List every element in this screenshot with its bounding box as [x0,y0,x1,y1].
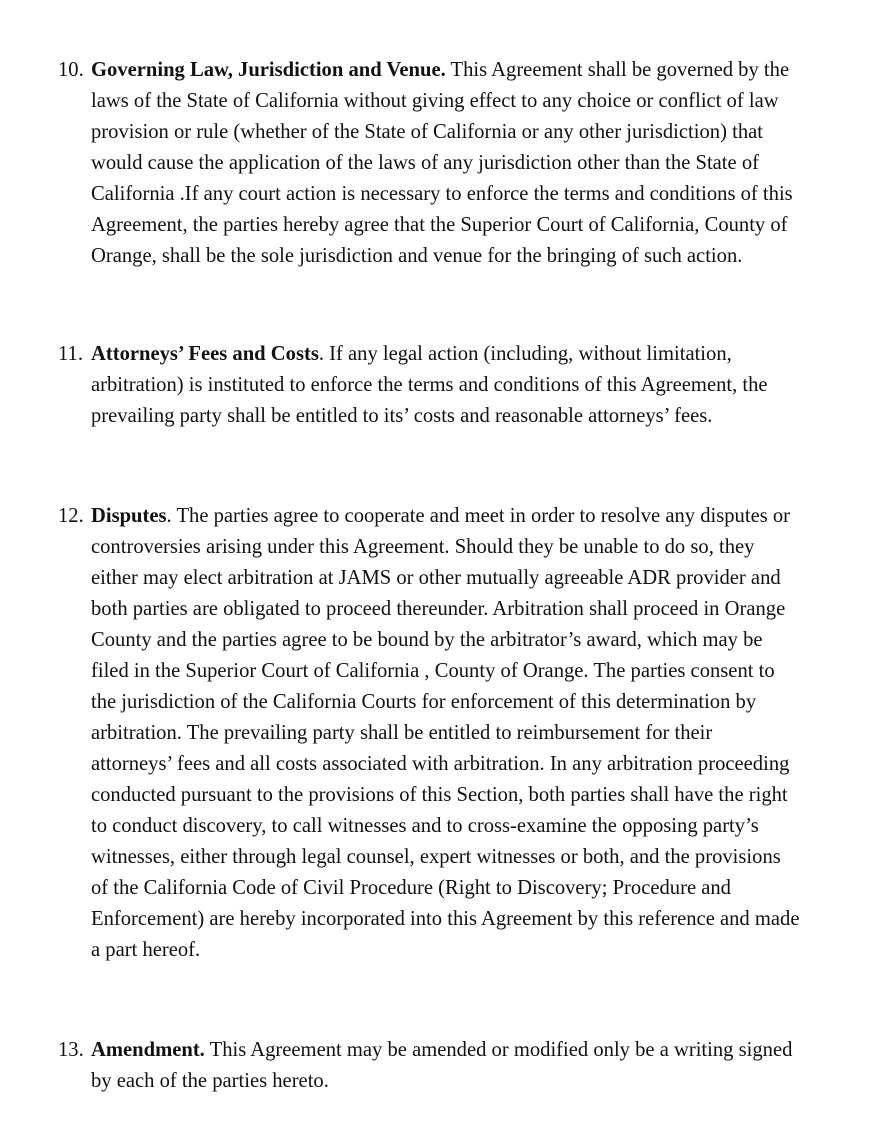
clause-text: . The parties agree to cooperate and meet in order to resolve any disputes or controversies arising under this Agreement. Should they be unable to do so, they either may elect arbitration at JAMS or other mutually agreeable ADR provider and both parties are obligated to proceed thereunder. Arbitration shall proceed in Orange County and the parties agree to be bound by the arbitrator’s award, which may be filed in the Superior Court of California , County of Orange. The parties consent to the jurisdiction of the California Courts for enforcement of this determination by arbitration. The prevailing party shall be entitled to reimbursement for their attorneys’ fees and all costs associated with arbitration. In any arbitration proceeding conducted pursuant to the provisions of this Section, both parties shall have the right to conduct discovery, to call witnesses and to cross-examine the opposing party’s witnesses, either through legal counsel, expert witnesses or both, and the provisions of the California Code of Civil Procedure (Right to Discovery; Procedure and Enforcement) are hereby incorporated into this Agreement by this reference and made a part hereof. [91,505,800,961]
clause-heading: Governing Law, Jurisdiction and Venue. [91,59,446,81]
clause-heading: Amendment. [91,1039,205,1061]
clause-number: 12. [58,505,84,527]
clause-body [91,55,848,272]
clause-number: 10. [58,59,84,81]
clause-number: 11. [58,343,83,365]
clause-body [91,1035,848,1097]
clause-body [91,501,848,966]
clause-governing-law [58,55,848,272]
clause-text: This Agreement may be amended or modified only be a writing signed by each of the parties hereto. [91,1039,793,1092]
clause-text: This Agreement shall be governed by the laws of the State of California without giving effect to any choice or conflict of law provision or rule (whether of the State of California or any other jurisdiction) that would cause the application of the laws of any jurisdiction other than the State of California .If any court action is necessary to enforce the terms and conditions of this Agreement, the parties hereby agree that the Superior Court of California, County of Orange, shall be the sole jurisdiction and venue for the bringing of such action. [91,59,793,267]
clause-amendment [58,1035,848,1097]
clause-disputes [58,501,848,966]
clause-body [91,339,848,432]
clause-heading: Attorneys’ Fees and Costs [91,343,319,365]
clause-text: . If any legal action (including, without limitation, arbitration) is instituted to enforce the terms and conditions of this Agreement, the prevailing party shall be entitled to its’ costs and reasonable attorneys’ fees. [91,343,768,427]
clause-number: 13. [58,1039,84,1061]
clause-heading: Disputes [91,505,167,527]
clause-attorneys-fees [58,339,848,432]
